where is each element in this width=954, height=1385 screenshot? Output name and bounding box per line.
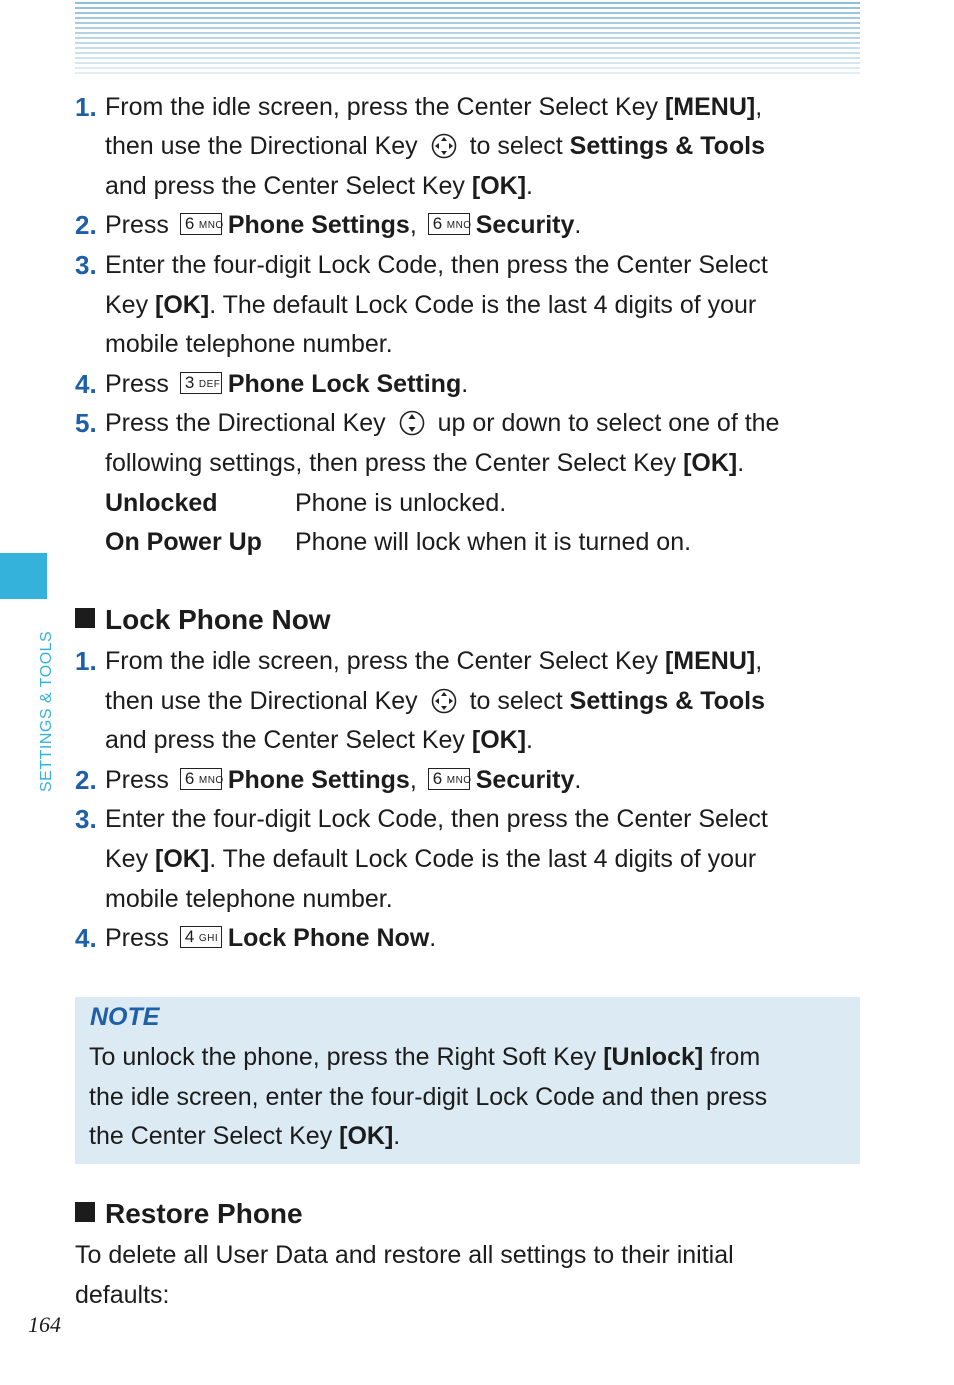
key-3-icon: 3 DEF bbox=[180, 372, 222, 394]
directional-key-updown-icon bbox=[399, 410, 425, 436]
step-number: 4. bbox=[75, 369, 97, 399]
step-text: Press 6 MNO Phone Settings, 6 MNO Security. bbox=[105, 211, 582, 239]
step-text: following settings, then press the Center Select Key [OK]. bbox=[105, 449, 745, 477]
key-6-icon: 6 MNO bbox=[428, 213, 470, 235]
paragraph-text: defaults: bbox=[75, 1281, 170, 1309]
key-4-icon: 4 GHI bbox=[180, 926, 222, 948]
paragraph-text: To delete all User Data and restore all settings to their initial bbox=[75, 1241, 734, 1269]
note-text: To unlock the phone, press the Right Soft Key [Unlock] from bbox=[89, 1043, 761, 1071]
option-description: Phone is unlocked. bbox=[295, 489, 507, 517]
step-number: 3. bbox=[75, 250, 97, 280]
option-label: On Power Up bbox=[105, 528, 262, 556]
step-number: 4. bbox=[75, 923, 97, 953]
square-bullet-icon bbox=[75, 608, 95, 628]
step-number: 2. bbox=[75, 210, 97, 240]
header-stripe-band bbox=[75, 2, 860, 74]
note-text: the idle screen, enter the four-digit Lock Code and then press bbox=[89, 1083, 768, 1111]
chapter-side-label: SETTINGS & TOOLS bbox=[38, 630, 55, 792]
key-6-icon: 6 MNO bbox=[180, 213, 222, 235]
key-6-icon: 6 MNO bbox=[428, 768, 470, 790]
step-text: and press the Center Select Key [OK]. bbox=[105, 172, 533, 200]
key-6-icon: 6 MNO bbox=[180, 768, 222, 790]
step-text: Press 3 DEF Phone Lock Setting. bbox=[105, 370, 469, 398]
step-text: Press 4 GHI Lock Phone Now. bbox=[105, 924, 437, 952]
step-number: 2. bbox=[75, 765, 97, 795]
step-text: then use the Directional Key to select Settings & Tools bbox=[105, 687, 766, 715]
step-text: Press the Directional Key up or down to select one of the bbox=[105, 409, 780, 437]
step-text: Press 6 MNO Phone Settings, 6 MNO Security. bbox=[105, 766, 582, 794]
step-text: Key [OK]. The default Lock Code is the last 4 digits of your bbox=[105, 291, 757, 319]
step-number: 5. bbox=[75, 408, 97, 438]
step-text: Key [OK]. The default Lock Code is the last 4 digits of your bbox=[105, 845, 757, 873]
step-number: 3. bbox=[75, 804, 97, 834]
step-number: 1. bbox=[75, 92, 97, 122]
section-heading: Restore Phone bbox=[75, 1198, 303, 1230]
step-text: Enter the four-digit Lock Code, then press the Center Select bbox=[105, 251, 768, 279]
step-text: mobile telephone number. bbox=[105, 885, 393, 913]
chapter-tab-marker bbox=[0, 553, 47, 599]
section-heading: Lock Phone Now bbox=[75, 604, 331, 636]
note-text: the Center Select Key [OK]. bbox=[89, 1122, 401, 1150]
step-text: and press the Center Select Key [OK]. bbox=[105, 726, 533, 754]
step-number: 1. bbox=[75, 646, 97, 676]
step-text: mobile telephone number. bbox=[105, 330, 393, 358]
step-text: Enter the four-digit Lock Code, then press the Center Select bbox=[105, 805, 768, 833]
step-text: From the idle screen, press the Center Select Key [MENU], bbox=[105, 93, 763, 121]
square-bullet-icon bbox=[75, 1202, 95, 1222]
note-title: NOTE bbox=[90, 1003, 160, 1031]
step-text: then use the Directional Key to select Settings & Tools bbox=[105, 132, 766, 160]
directional-key-4way-icon bbox=[431, 688, 457, 714]
page-number: 164 bbox=[28, 1312, 61, 1337]
option-description: Phone will lock when it is turned on. bbox=[295, 528, 692, 556]
option-label: Unlocked bbox=[105, 489, 218, 517]
step-text: From the idle screen, press the Center Select Key [MENU], bbox=[105, 647, 763, 675]
directional-key-4way-icon bbox=[431, 133, 457, 159]
